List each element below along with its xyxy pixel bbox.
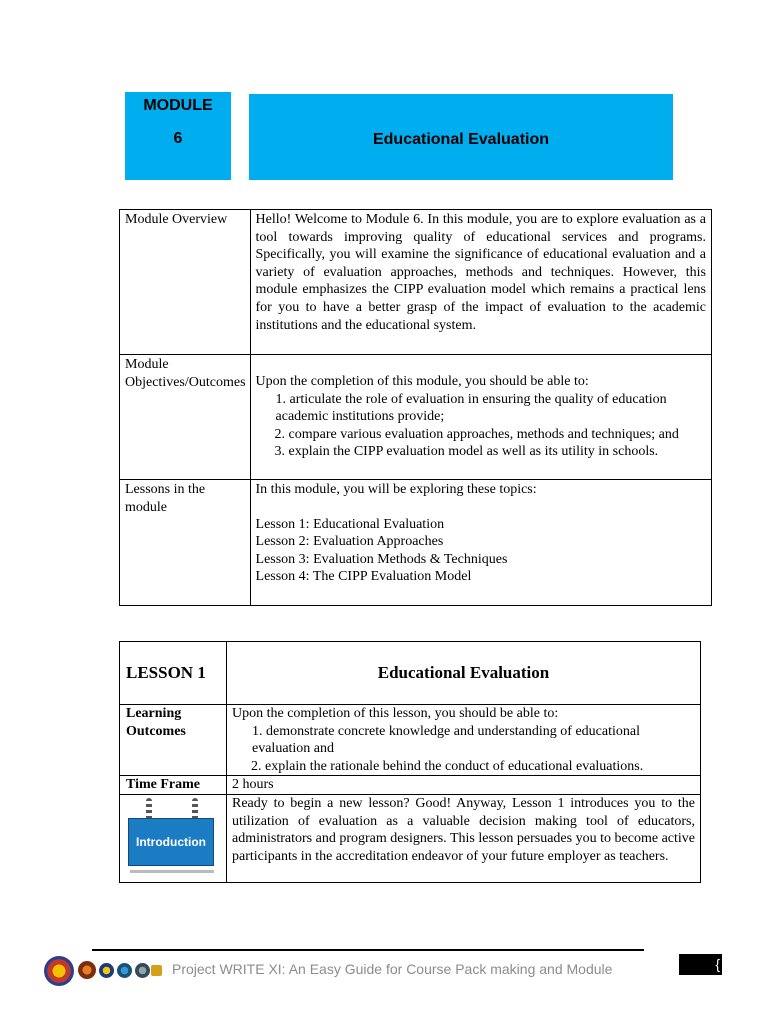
introduction-sign-image [128, 796, 216, 882]
objective-item: 3. explain the CIPP evaluation model as well as its utility in schools. [274, 444, 659, 460]
outcome-item: 2. explain the rationale behind the conduct of educational evaluations. [251, 758, 644, 774]
module-number-box [125, 92, 231, 180]
lesson-label: LESSON 1 [120, 642, 227, 705]
outcomes-cell [227, 705, 701, 776]
time-frame-value: 2 hours [227, 776, 701, 795]
outcomes-row [120, 705, 701, 776]
lesson-list-item: Lesson 2: Evaluation Approaches [255, 534, 444, 550]
objectives-cell [250, 355, 711, 480]
objectives-row [120, 355, 712, 480]
objectives-label: Module Objectives/Outcomes [120, 355, 251, 480]
lesson-title: Educational Evaluation [227, 642, 701, 705]
overview-cell [250, 210, 711, 355]
objectives-intro: Upon the completion of this module, you should be able to: [255, 374, 589, 389]
objective-item: 2. compare various evaluation approaches, methods and techniques; and [274, 426, 679, 442]
footer-text: Project WRITE XI: An Easy Guide for Course Pack making and Module [172, 961, 613, 977]
office-seal-icon [135, 963, 150, 978]
outcomes-label: Learning Outcomes [120, 705, 227, 776]
lessons-label: Lessons in the module [120, 480, 251, 606]
lesson-list-item: Lesson 4: The CIPP Evaluation Model [255, 569, 472, 585]
university-seal-icon [44, 956, 74, 986]
footer-divider [92, 949, 644, 951]
lessons-cell [250, 480, 711, 606]
module-title-box [249, 94, 673, 180]
introduction-row [120, 794, 701, 882]
introduction-cell [227, 794, 701, 882]
objective-item: 1. articulate the role of evaluation in ensuring the quality of education academic institutions provide; [275, 391, 667, 425]
overview-row [120, 210, 712, 355]
lesson-header-row [120, 642, 701, 705]
outcomes-intro: Upon the completion of this lesson, you should be able to: [232, 706, 559, 721]
introduction-text: Ready to begin a new lesson? Good! Anyway, Lesson 1 introduces you to the utilization of evaluation as a valuable decision making tool of educators, administrators and program designers. This lesson persuades you to become active participants in the accreditation endeavor of your future employer as teachers. [232, 795, 695, 864]
program-seal-icon [117, 963, 132, 978]
outcome-item: 1. demonstrate concrete knowledge and understanding of educational evaluation and [252, 723, 640, 757]
image-caption-bar [130, 870, 214, 873]
lesson-list-item: Lesson 3: Evaluation Methods & Techniques [255, 551, 508, 567]
footer-logos [44, 956, 162, 986]
department-seal-icon [99, 963, 114, 978]
module-word: MODULE [143, 97, 213, 114]
introduction-image-cell [120, 794, 227, 882]
lessons-intro: In this module, you will be exploring these topics: [255, 482, 537, 497]
module-title: Educational Evaluation [372, 131, 550, 148]
page-number-box: { [679, 954, 722, 975]
chain-icon [146, 798, 152, 820]
time-frame-row [120, 776, 701, 795]
project-logo-icon [151, 965, 162, 976]
lessons-row [120, 480, 712, 606]
lesson-list-item: Lesson 1: Educational Evaluation [255, 516, 445, 532]
chain-icon [192, 798, 198, 820]
module-overview-table [119, 209, 712, 606]
overview-text: Hello! Welcome to Module 6. In this module, you are to explore evaluation as a tool towards improving quality of educational services and programs. Specifically, you will examine the significance of educational evaluation and a variety of evaluation approaches, methods and techniques. However, this module emphasizes the CIPP evaluation model which remains a practical lens for you to have a better grasp of the impact of evaluation to the academic institutions and the educational system. [255, 212, 706, 333]
module-number: 6 [173, 130, 183, 147]
time-frame-label: Time Frame [120, 776, 227, 795]
college-seal-icon [78, 961, 96, 979]
overview-label: Module Overview [120, 210, 251, 355]
introduction-sign: Introduction [128, 818, 214, 866]
lesson-table [119, 641, 701, 883]
